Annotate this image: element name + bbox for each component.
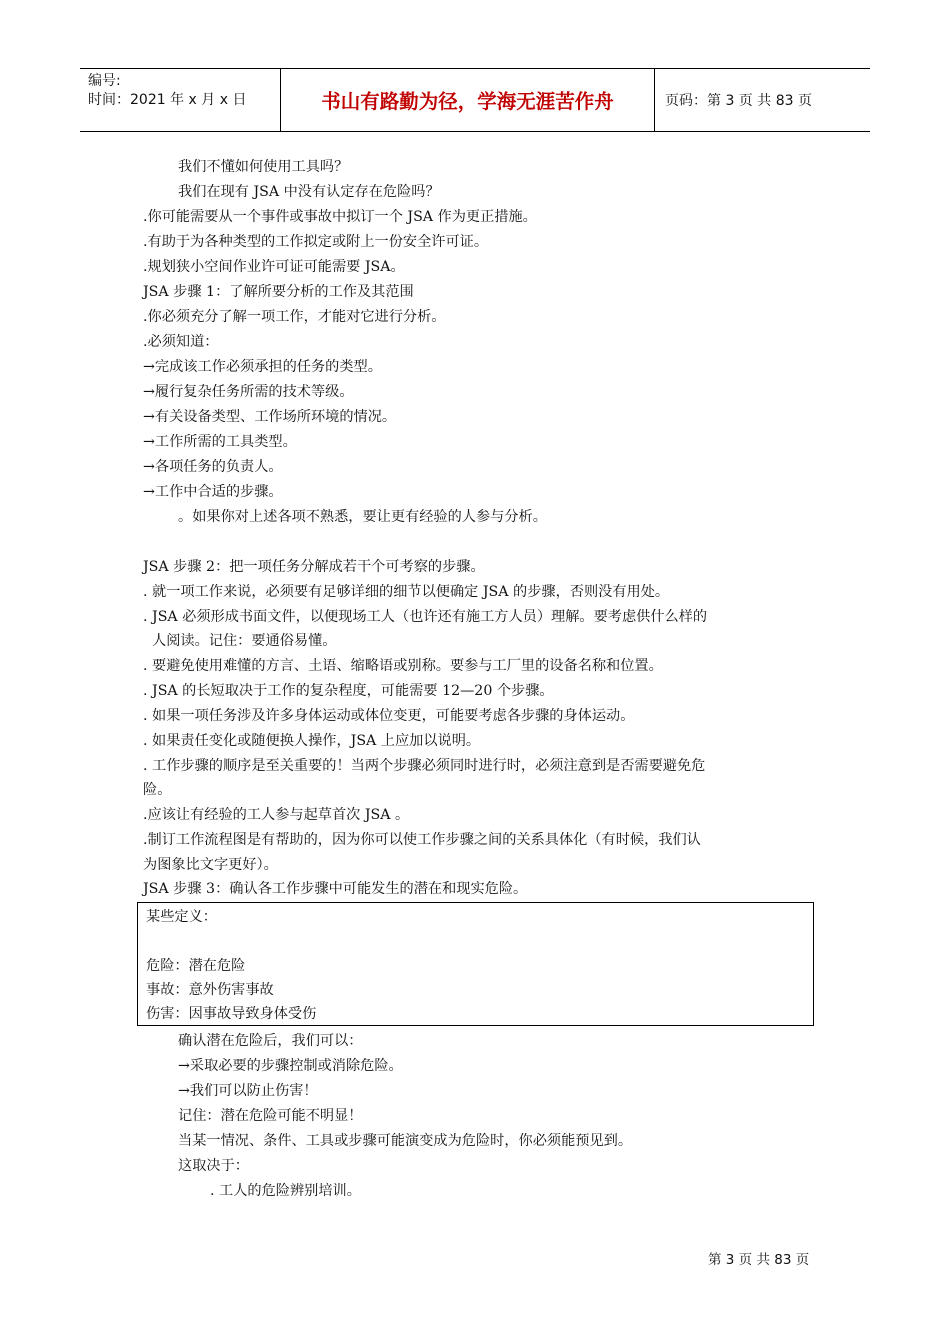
- bullet-line: →履行复杂任务所需的技术等级。: [143, 384, 354, 400]
- body-line: . 工作步骤的顺序是至关重要的！当两个步骤必须同时进行时，必须注意到是否需要避免危: [143, 758, 706, 774]
- body-line: .有助于为各种类型的工作拟定或附上一份安全许可证。: [143, 234, 489, 250]
- definition-item: 伤害：因事故导致身体受伤: [146, 1006, 317, 1022]
- body-line: .应该让有经验的工人参与起草首次 JSA 。: [143, 807, 410, 823]
- body-line: 人阅读。记住：要通俗易懂。: [152, 633, 337, 649]
- body-line: 我们不懂如何使用工具吗？: [178, 159, 349, 175]
- bullet-line: →有关设备类型、工作场所环境的情况。: [143, 409, 397, 425]
- body-line: .制订工作流程图是有帮助的，因为你可以使工作步骤之间的关系具体化（有时候，我们认: [143, 832, 701, 848]
- definition-item: 危险：潜在危险: [146, 958, 246, 974]
- section-heading: JSA 步骤 1：了解所要分析的工作及其范围: [143, 284, 414, 300]
- document-date-label: 时间：2021 年 x 月 x 日: [88, 92, 247, 108]
- body-line: . 如果一项任务涉及许多身体运动或体位变更，可能要考虑各步骤的身体运动。: [143, 708, 635, 724]
- section-heading: JSA 步骤 2：把一项任务分解成若干个可考察的步骤。: [143, 559, 485, 575]
- body-line: 险。: [143, 782, 172, 798]
- definition-item: 事故：意外伤害事故: [146, 982, 274, 998]
- body-line: 当某一情况、条件、工具或步骤可能演变成为危险时，你必须能预见到。: [178, 1133, 633, 1149]
- definitions-title: 某些定义：: [146, 909, 217, 925]
- header-meta: [80, 69, 281, 131]
- definitions-box: [137, 902, 814, 1026]
- body-line: 这取决于：: [178, 1158, 249, 1174]
- body-line: .必须知道：: [143, 334, 219, 350]
- body-line: .你可能需要从一个事件或事故中拟订一个 JSA 作为更正措施。: [143, 209, 537, 225]
- body-line: . JSA 的长短取决于工作的复杂程度，可能需要 12—20 个步骤。: [143, 683, 554, 699]
- bullet-line: →我们可以防止伤害！: [178, 1083, 318, 1099]
- bullet-line: →工作所需的工具类型。: [143, 434, 297, 450]
- body-line: . 要避免使用难懂的方言、土语、缩略语或别称。要参与工厂里的设备名称和位置。: [143, 658, 663, 674]
- body-line: 确认潜在危险后，我们可以：: [178, 1033, 363, 1049]
- body-line: . 工人的危险辨别培训。: [210, 1183, 361, 1199]
- page-footer: 第 3 页 共 83 页: [708, 1252, 810, 1268]
- body-line: . JSA 必须形成书面文件，以便现场工人（也许还有施工方人员）理解。要考虑供什么样的: [143, 609, 708, 625]
- header-page-number: 页码：第 3 页 共 83 页: [665, 93, 812, 109]
- body-line: . 如果责任变化或随便换人操作，JSA 上应加以说明。: [143, 733, 481, 749]
- document-number-label: 编号:: [88, 73, 121, 89]
- section-heading: JSA 步骤 3：确认各工作步骤中可能发生的潜在和现实危险。: [143, 881, 528, 897]
- body-line: 我们在现有 JSA 中没有认定存在危险吗？: [178, 184, 440, 200]
- body-line: 记住：潜在危险可能不明显！: [178, 1108, 363, 1124]
- bullet-line: →采取必要的步骤控制或消除危险。: [178, 1058, 403, 1074]
- body-line: 为图象比文字更好）。: [143, 857, 278, 873]
- bullet-line: →完成该工作必须承担的任务的类型。: [143, 359, 382, 375]
- bullet-line: →工作中合适的步骤。: [143, 484, 283, 500]
- bullet-line: →各项任务的负责人。: [143, 459, 283, 475]
- header-motto: 书山有路勤为径，学海无涯苦作舟: [281, 69, 655, 131]
- body-line: 。如果你对上述各项不熟悉，要让更有经验的人参与分析。: [178, 509, 547, 525]
- body-line: .你必须充分了解一项工作，才能对它进行分析。: [143, 309, 446, 325]
- body-line: .规划狭小空间作业许可证可能需要 JSA。: [143, 259, 405, 275]
- page-header: [80, 68, 870, 132]
- body-line: . 就一项工作来说，必须要有足够详细的细节以便确定 JSA 的步骤，否则没有用处。: [143, 584, 670, 600]
